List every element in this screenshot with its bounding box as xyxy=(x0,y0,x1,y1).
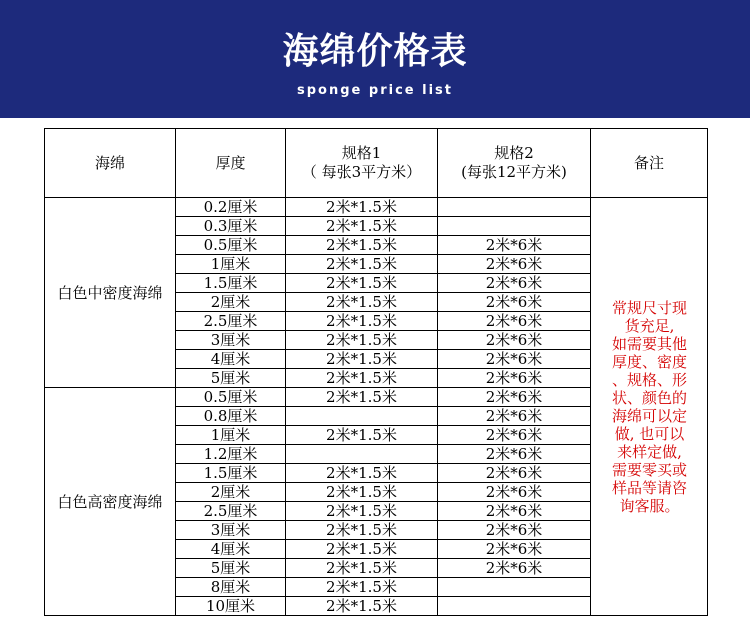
remark-line: 厚度、密度 xyxy=(611,352,687,371)
remark-line: 如需要其他 xyxy=(611,334,687,353)
thickness-cell: 1.2厘米 xyxy=(176,445,286,464)
spec1-cell: 2米*1.5米 xyxy=(286,198,438,217)
spec2-cell: 2米*6米 xyxy=(438,388,591,407)
thickness-cell: 5厘米 xyxy=(176,559,286,578)
spec1-cell: 2米*1.5米 xyxy=(286,293,438,312)
thickness-cell: 1.5厘米 xyxy=(176,274,286,293)
spec2-cell: 2米*6米 xyxy=(438,274,591,293)
spec1-cell: 2米*1.5米 xyxy=(286,312,438,331)
thickness-cell: 2.5厘米 xyxy=(176,502,286,521)
spec1-cell: 2米*1.5米 xyxy=(286,217,438,236)
table-row xyxy=(45,198,708,217)
thickness-cell: 3厘米 xyxy=(176,331,286,350)
spec1-cell: 2米*1.5米 xyxy=(286,274,438,293)
spec2-cell: 2米*6米 xyxy=(438,540,591,559)
remark-line: 样品等请咨 xyxy=(611,478,687,497)
remark-line: 海绵可以定 xyxy=(611,406,687,425)
header-spec2-sub: (每张12平方米) xyxy=(461,163,567,181)
thickness-cell: 1.5厘米 xyxy=(176,464,286,483)
spec2-cell: 2米*6米 xyxy=(438,369,591,388)
thickness-cell: 1厘米 xyxy=(176,426,286,445)
header-spec2-title: 规格2 xyxy=(494,144,534,162)
spec2-cell: 2米*6米 xyxy=(438,502,591,521)
spec2-cell: 2米*6米 xyxy=(438,521,591,540)
thickness-cell: 0.2厘米 xyxy=(176,198,286,217)
header-thickness: 厚度 xyxy=(176,129,286,198)
spec2-cell xyxy=(438,578,591,597)
thickness-cell: 2厘米 xyxy=(176,293,286,312)
spec1-cell: 2米*1.5米 xyxy=(286,540,438,559)
remark-line: 货充足, xyxy=(624,316,675,335)
thickness-cell: 2.5厘米 xyxy=(176,312,286,331)
thickness-cell: 3厘米 xyxy=(176,521,286,540)
thickness-cell: 4厘米 xyxy=(176,540,286,559)
thickness-cell: 8厘米 xyxy=(176,578,286,597)
remark-line: 状、颜色的 xyxy=(611,388,687,407)
spec1-cell: 2米*1.5米 xyxy=(286,521,438,540)
spec1-cell: 2米*1.5米 xyxy=(286,502,438,521)
header-spec1-sub: （ 每张3平方米） xyxy=(301,163,422,181)
spec2-cell xyxy=(438,198,591,217)
spec2-cell: 2米*6米 xyxy=(438,331,591,350)
header-remark: 备注 xyxy=(591,129,708,198)
thickness-cell: 5厘米 xyxy=(176,369,286,388)
spec2-cell xyxy=(438,217,591,236)
remark-line: 、规格、形 xyxy=(611,370,687,389)
thickness-cell: 0.5厘米 xyxy=(176,236,286,255)
spec1-cell: 2米*1.5米 xyxy=(286,331,438,350)
spec2-cell: 2米*6米 xyxy=(438,559,591,578)
remark-line: 询客服。 xyxy=(619,496,680,515)
spec1-cell: 2米*1.5米 xyxy=(286,426,438,445)
spec1-cell: 2米*1.5米 xyxy=(286,578,438,597)
thickness-cell: 0.5厘米 xyxy=(176,388,286,407)
spec2-cell: 2米*6米 xyxy=(438,445,591,464)
spec2-cell: 2米*6米 xyxy=(438,407,591,426)
thickness-cell: 0.3厘米 xyxy=(176,217,286,236)
header-spec1 xyxy=(286,129,438,198)
category-cell: 白色中密度海绵 xyxy=(45,198,176,388)
remark-line: 来样定做, xyxy=(617,442,682,461)
thickness-cell: 4厘米 xyxy=(176,350,286,369)
thickness-cell: 2厘米 xyxy=(176,483,286,502)
page-subtitle: sponge price list xyxy=(297,83,453,98)
remark-line: 做, 也可以 xyxy=(614,424,685,443)
table-header-row xyxy=(45,129,708,198)
header-spec1-title: 规格1 xyxy=(341,144,382,162)
spec2-cell: 2米*6米 xyxy=(438,464,591,483)
spec2-cell: 2米*6米 xyxy=(438,255,591,274)
spec1-cell: 2米*1.5米 xyxy=(286,464,438,483)
remark-cell xyxy=(591,198,708,616)
spec1-cell: 2米*1.5米 xyxy=(286,388,438,407)
spec1-cell: 2米*1.5米 xyxy=(286,236,438,255)
header-sponge: 海绵 xyxy=(45,129,176,198)
price-table xyxy=(44,128,708,616)
spec1-cell xyxy=(286,407,438,426)
spec2-cell: 2米*6米 xyxy=(438,236,591,255)
spec1-cell xyxy=(286,445,438,464)
header-banner xyxy=(0,0,750,118)
spec1-cell: 2米*1.5米 xyxy=(286,483,438,502)
spec1-cell: 2米*1.5米 xyxy=(286,255,438,274)
thickness-cell: 0.8厘米 xyxy=(176,407,286,426)
spec1-cell: 2米*1.5米 xyxy=(286,597,438,616)
remark-line: 需要零买或 xyxy=(611,460,687,479)
spec1-cell: 2米*1.5米 xyxy=(286,559,438,578)
spec2-cell: 2米*6米 xyxy=(438,312,591,331)
page-title: 海绵价格表 xyxy=(282,31,468,72)
spec1-cell: 2米*1.5米 xyxy=(286,369,438,388)
spec2-cell xyxy=(438,597,591,616)
category-cell: 白色高密度海绵 xyxy=(45,388,176,616)
spec2-cell: 2米*6米 xyxy=(438,426,591,445)
spec2-cell: 2米*6米 xyxy=(438,483,591,502)
remark-line: 常规尺寸现 xyxy=(611,298,687,317)
thickness-cell: 1厘米 xyxy=(176,255,286,274)
spec2-cell: 2米*6米 xyxy=(438,293,591,312)
spec2-cell: 2米*6米 xyxy=(438,350,591,369)
header-spec2 xyxy=(438,129,591,198)
spec1-cell: 2米*1.5米 xyxy=(286,350,438,369)
thickness-cell: 10厘米 xyxy=(176,597,286,616)
